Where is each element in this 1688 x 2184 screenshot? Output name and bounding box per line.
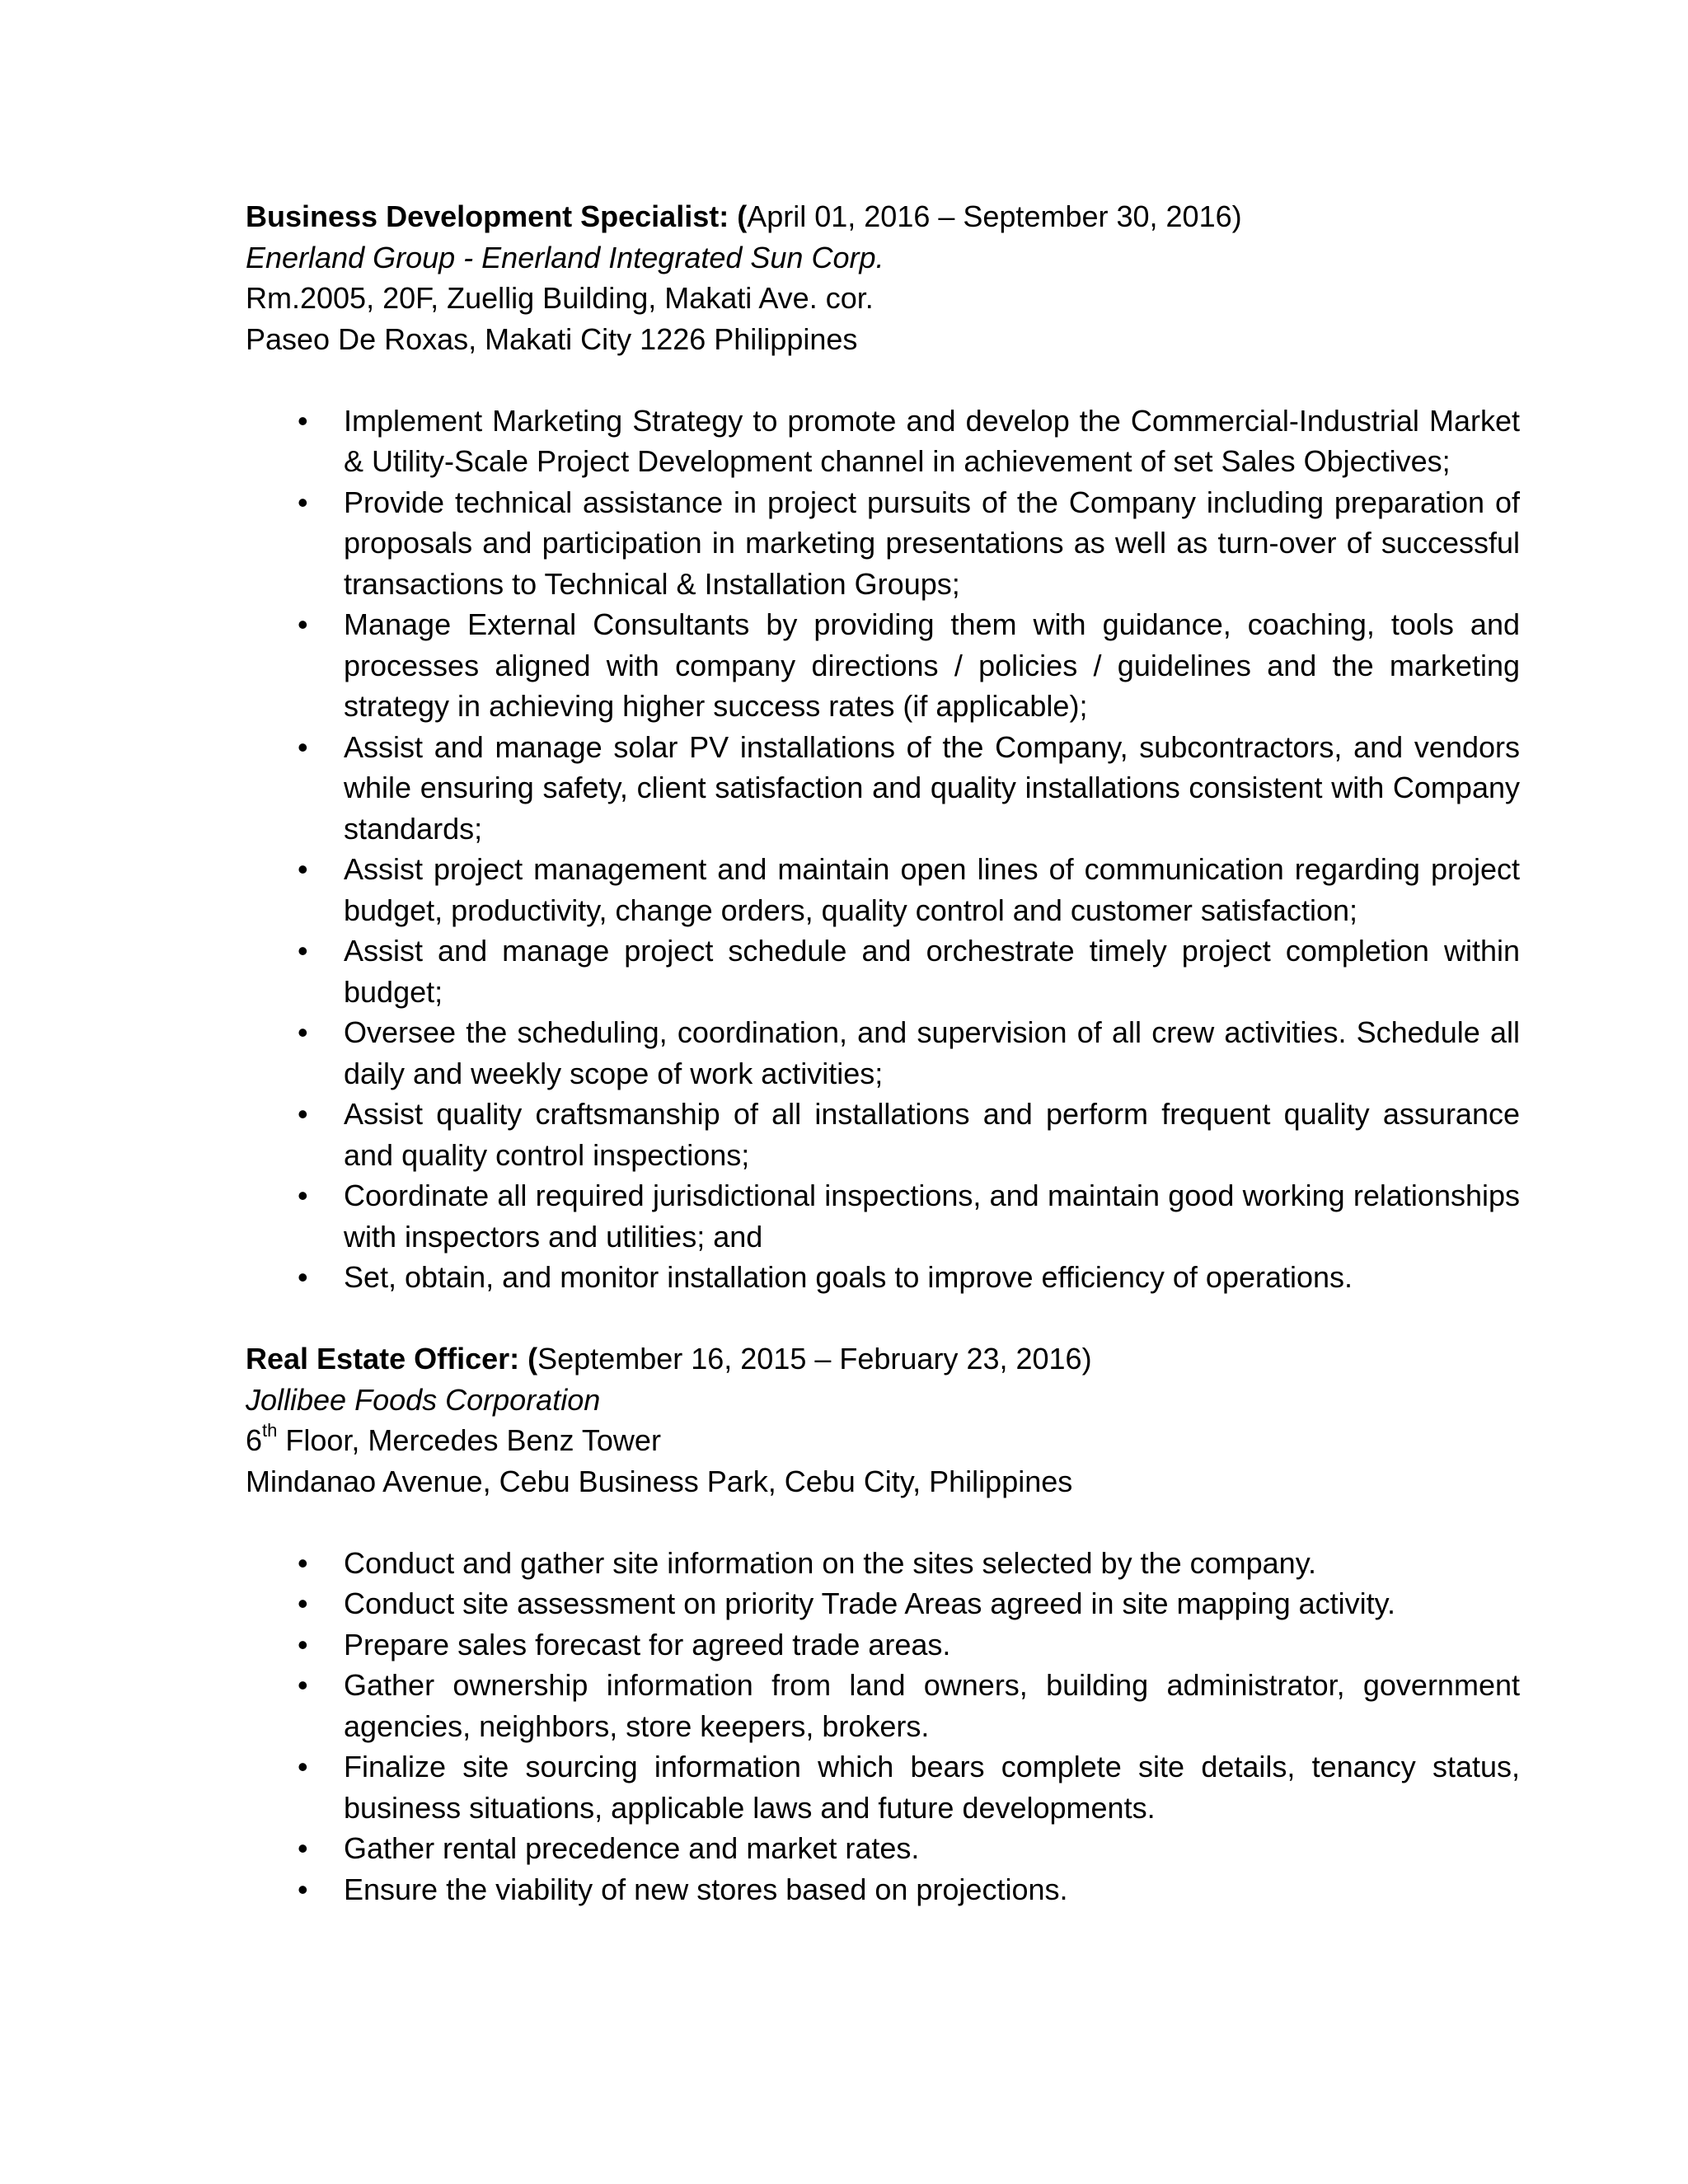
duty-text: Ensure the viability of new stores based on projections.: [344, 1872, 1068, 1906]
job-dates: September 16, 2015 – February 23, 2016): [537, 1342, 1092, 1376]
address-line-2: Paseo De Roxas, Makati City 1226 Philippines: [246, 321, 858, 356]
bullet-icon: •: [298, 852, 308, 886]
duty-text: Prepare sales forecast for agreed trade areas.: [344, 1627, 951, 1661]
bullet-icon: •: [298, 1015, 308, 1049]
address-line-2: Mindanao Avenue, Cebu Business Park, Cebu City, Philippines: [246, 1464, 1073, 1498]
duty-item: [298, 849, 1520, 930]
floor-number: 6: [246, 1423, 263, 1457]
duty-text: Assist quality craftsmanship of all installations and perform frequent quality assurance and quality control inspections;: [344, 1097, 1520, 1172]
duty-item: [298, 1175, 1520, 1257]
duty-text: Provide technical assistance in project pursuits of the Company including preparation of proposals and participation in marketing presentations as well as turn-over of successful transactions to Technical & Installation Groups;: [344, 485, 1520, 601]
bullet-icon: •: [298, 1668, 308, 1702]
duty-text: Gather ownership information from land owners, building administrator, government agencies, neighbors, store keepers, brokers.: [344, 1668, 1520, 1743]
duty-text: Coordinate all required jurisdictional inspections, and maintain good working relationships with inspectors and utilities; and: [344, 1179, 1520, 1254]
bullet-icon: •: [298, 1179, 308, 1212]
duty-text: Assist and manage solar PV installations of the Company, subcontractors, and vendors while ensuring safety, client satisfaction and quality installations consistent with Company standards;: [344, 729, 1520, 846]
address-line-1-rest: Floor, Mercedes Benz Tower: [277, 1423, 661, 1457]
address-line-1: [246, 1420, 1520, 1461]
bullet-icon: •: [298, 1831, 308, 1865]
duty-text: Assist project management and maintain open lines of communication regarding project budget, productivity, change orders, quality control and customer satisfaction;: [344, 852, 1520, 927]
duty-text: Gather rental precedence and market rates.: [344, 1831, 920, 1865]
bullet-icon: •: [298, 1097, 308, 1131]
floor-ordinal-suffix: th: [262, 1420, 278, 1441]
duty-item: [298, 727, 1520, 850]
duty-item: [298, 401, 1520, 482]
duty-text: Implement Marketing Strategy to promote and develop the Commercial-Industrial Market & Utility-Scale Project Development channel in achievement of set Sales Objectives;: [344, 403, 1520, 478]
job-header: [246, 196, 1520, 237]
bullet-icon: •: [298, 403, 308, 438]
job-dates-paren: (: [729, 199, 748, 233]
duty-text: Conduct site assessment on priority Trade Areas agreed in site mapping activity.: [344, 1586, 1395, 1620]
job-header: [246, 1338, 1520, 1380]
duty-item: [298, 1012, 1520, 1094]
bullet-icon: •: [298, 934, 308, 968]
bullet-icon: •: [298, 607, 308, 641]
company-name: Jollibee Foods Corporation: [246, 1382, 601, 1417]
duty-text: Assist and manage project schedule and orchestrate timely project completion within budget;: [344, 934, 1520, 1009]
bullet-icon: •: [298, 1872, 308, 1906]
duties-list: [246, 1543, 1520, 1910]
duty-item: [298, 1257, 1520, 1298]
bullet-icon: •: [298, 1260, 308, 1294]
duty-item: [298, 1094, 1520, 1175]
job-dates: April 01, 2016 – September 30, 2016): [747, 199, 1242, 233]
duty-item: [298, 1543, 1520, 1584]
bullet-icon: •: [298, 1586, 308, 1620]
duty-item: [298, 1746, 1520, 1828]
job-business-development-specialist: [246, 196, 1520, 1298]
duty-text: Finalize site sourcing information which bears complete site details, tenancy status, business situations, applicable laws and future developments.: [344, 1750, 1520, 1825]
duty-text: Oversee the scheduling, coordination, and supervision of all crew activities. Schedule all daily and weekly scope of work activities;: [344, 1015, 1520, 1090]
duties-list: [246, 401, 1520, 1298]
duty-text: Conduct and gather site information on the sites selected by the company.: [344, 1545, 1317, 1580]
bullet-icon: •: [298, 729, 308, 764]
duty-item: [298, 604, 1520, 727]
duty-item: [298, 482, 1520, 605]
duty-item: [298, 930, 1520, 1012]
duty-item: [298, 1665, 1520, 1746]
bullet-icon: •: [298, 1545, 308, 1580]
company-name: Enerland Group - Enerland Integrated Sun Corp.: [246, 240, 884, 274]
duty-item: [298, 1828, 1520, 1869]
bullet-icon: •: [298, 485, 308, 519]
job-title: Real Estate Officer:: [246, 1342, 520, 1376]
duty-text: Manage External Consultants by providing them with guidance, coaching, tools and processes aligned with company directions / policies / guidelines and the marketing strategy in achieving higher success rates (if applicable);: [344, 607, 1520, 723]
duty-item: [298, 1624, 1520, 1666]
resume-page: [246, 196, 1520, 1910]
job-real-estate-officer: [246, 1338, 1520, 1910]
duty-item: [298, 1583, 1520, 1624]
duty-text: Set, obtain, and monitor installation goals to improve efficiency of operations.: [344, 1260, 1353, 1294]
duty-item: [298, 1869, 1520, 1910]
job-title: Business Development Specialist:: [246, 199, 729, 233]
bullet-icon: •: [298, 1750, 308, 1783]
job-dates-paren: (: [519, 1342, 538, 1376]
address-line-1: Rm.2005, 20F, Zuellig Building, Makati Ave. cor.: [246, 281, 874, 315]
bullet-icon: •: [298, 1627, 308, 1661]
